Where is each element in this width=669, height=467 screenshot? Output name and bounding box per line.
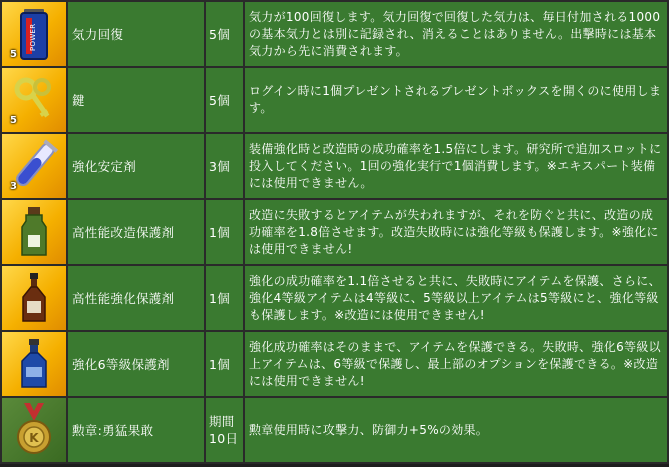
item-icon-cell bbox=[2, 200, 66, 264]
table-row bbox=[2, 68, 667, 132]
item-name: 高性能強化保護剤 bbox=[68, 266, 204, 330]
medal-icon bbox=[2, 399, 66, 461]
item-name: 強化安定剤 bbox=[68, 134, 204, 198]
svg-text:POWER: POWER bbox=[29, 23, 37, 51]
item-description: 強化の成功確率を1.1倍させると共に、失敗時にアイテムを保護、さらに、強化4等級アイテムは4等級に、5等級以上アイテムは5等級にと、強化等級も保護します。※改造には使用できません! bbox=[245, 266, 667, 330]
table-row bbox=[2, 332, 667, 396]
item-quantity: 3個 bbox=[206, 134, 243, 198]
item-icon-cell bbox=[2, 2, 66, 66]
item-icon-cell bbox=[2, 134, 66, 198]
blue-bottle-icon bbox=[2, 333, 66, 395]
table-row bbox=[2, 266, 667, 330]
table-row bbox=[2, 134, 667, 198]
item-quantity: 1個 bbox=[206, 200, 243, 264]
green-bottle-icon bbox=[2, 201, 66, 263]
svg-text:K: K bbox=[29, 431, 39, 445]
item-description: 装備強化時と改造時の成功確率を1.5倍にします。研究所で追加スロットに投入してください。1回の強化実行で1個消費します。※エキスパート装備には使用できません。 bbox=[245, 134, 667, 198]
item-name: 勲章:勇猛果敢 bbox=[68, 398, 204, 462]
item-description: 強化成功確率はそのままで、アイテムを保護できる。失敗時、強化6等級以上アイテムは、6等級で保護し、最上部のオプションを保護できる。※改造には使用できません! bbox=[245, 332, 667, 396]
item-icon-cell bbox=[2, 332, 66, 396]
table-row bbox=[2, 398, 667, 462]
item-icon-cell bbox=[2, 398, 66, 462]
item-description: 勲章使用時に攻撃力、防御力+5%の効果。 bbox=[245, 398, 667, 462]
item-name: 強化6等級保護剤 bbox=[68, 332, 204, 396]
item-quantity: 1個 bbox=[206, 266, 243, 330]
table-row bbox=[2, 200, 667, 264]
table-row bbox=[2, 2, 667, 66]
brown-bottle-icon bbox=[2, 267, 66, 329]
item-icon-cell bbox=[2, 266, 66, 330]
item-count-badge: 5 bbox=[10, 49, 18, 60]
item-count-badge: 5 bbox=[10, 115, 18, 126]
item-quantity: 1個 bbox=[206, 332, 243, 396]
item-quantity: 期間10日 bbox=[206, 398, 243, 462]
item-count-badge: 3 bbox=[10, 181, 18, 192]
item-quantity: 5個 bbox=[206, 2, 243, 66]
item-icon-cell bbox=[2, 68, 66, 132]
item-description: ログイン時に1個プレゼントされるプレゼントボックスを開くのに使用します。 bbox=[245, 68, 667, 132]
item-description: 気力が100回復します。気力回復で回復した気力は、毎日付加される1000の基本気力とは別に記録され、消えることはありません。出撃時には基本気力から先に消費されます。 bbox=[245, 2, 667, 66]
item-name: 鍵 bbox=[68, 68, 204, 132]
item-name: 高性能改造保護剤 bbox=[68, 200, 204, 264]
item-quantity: 5個 bbox=[206, 68, 243, 132]
item-name: 気力回復 bbox=[68, 2, 204, 66]
item-description: 改造に失敗するとアイテムが失われますが、それを防ぐと共に、改造の成功確率を1.8倍させます。改造失敗時には強化等級も保護します。※強化には使用できません! bbox=[245, 200, 667, 264]
